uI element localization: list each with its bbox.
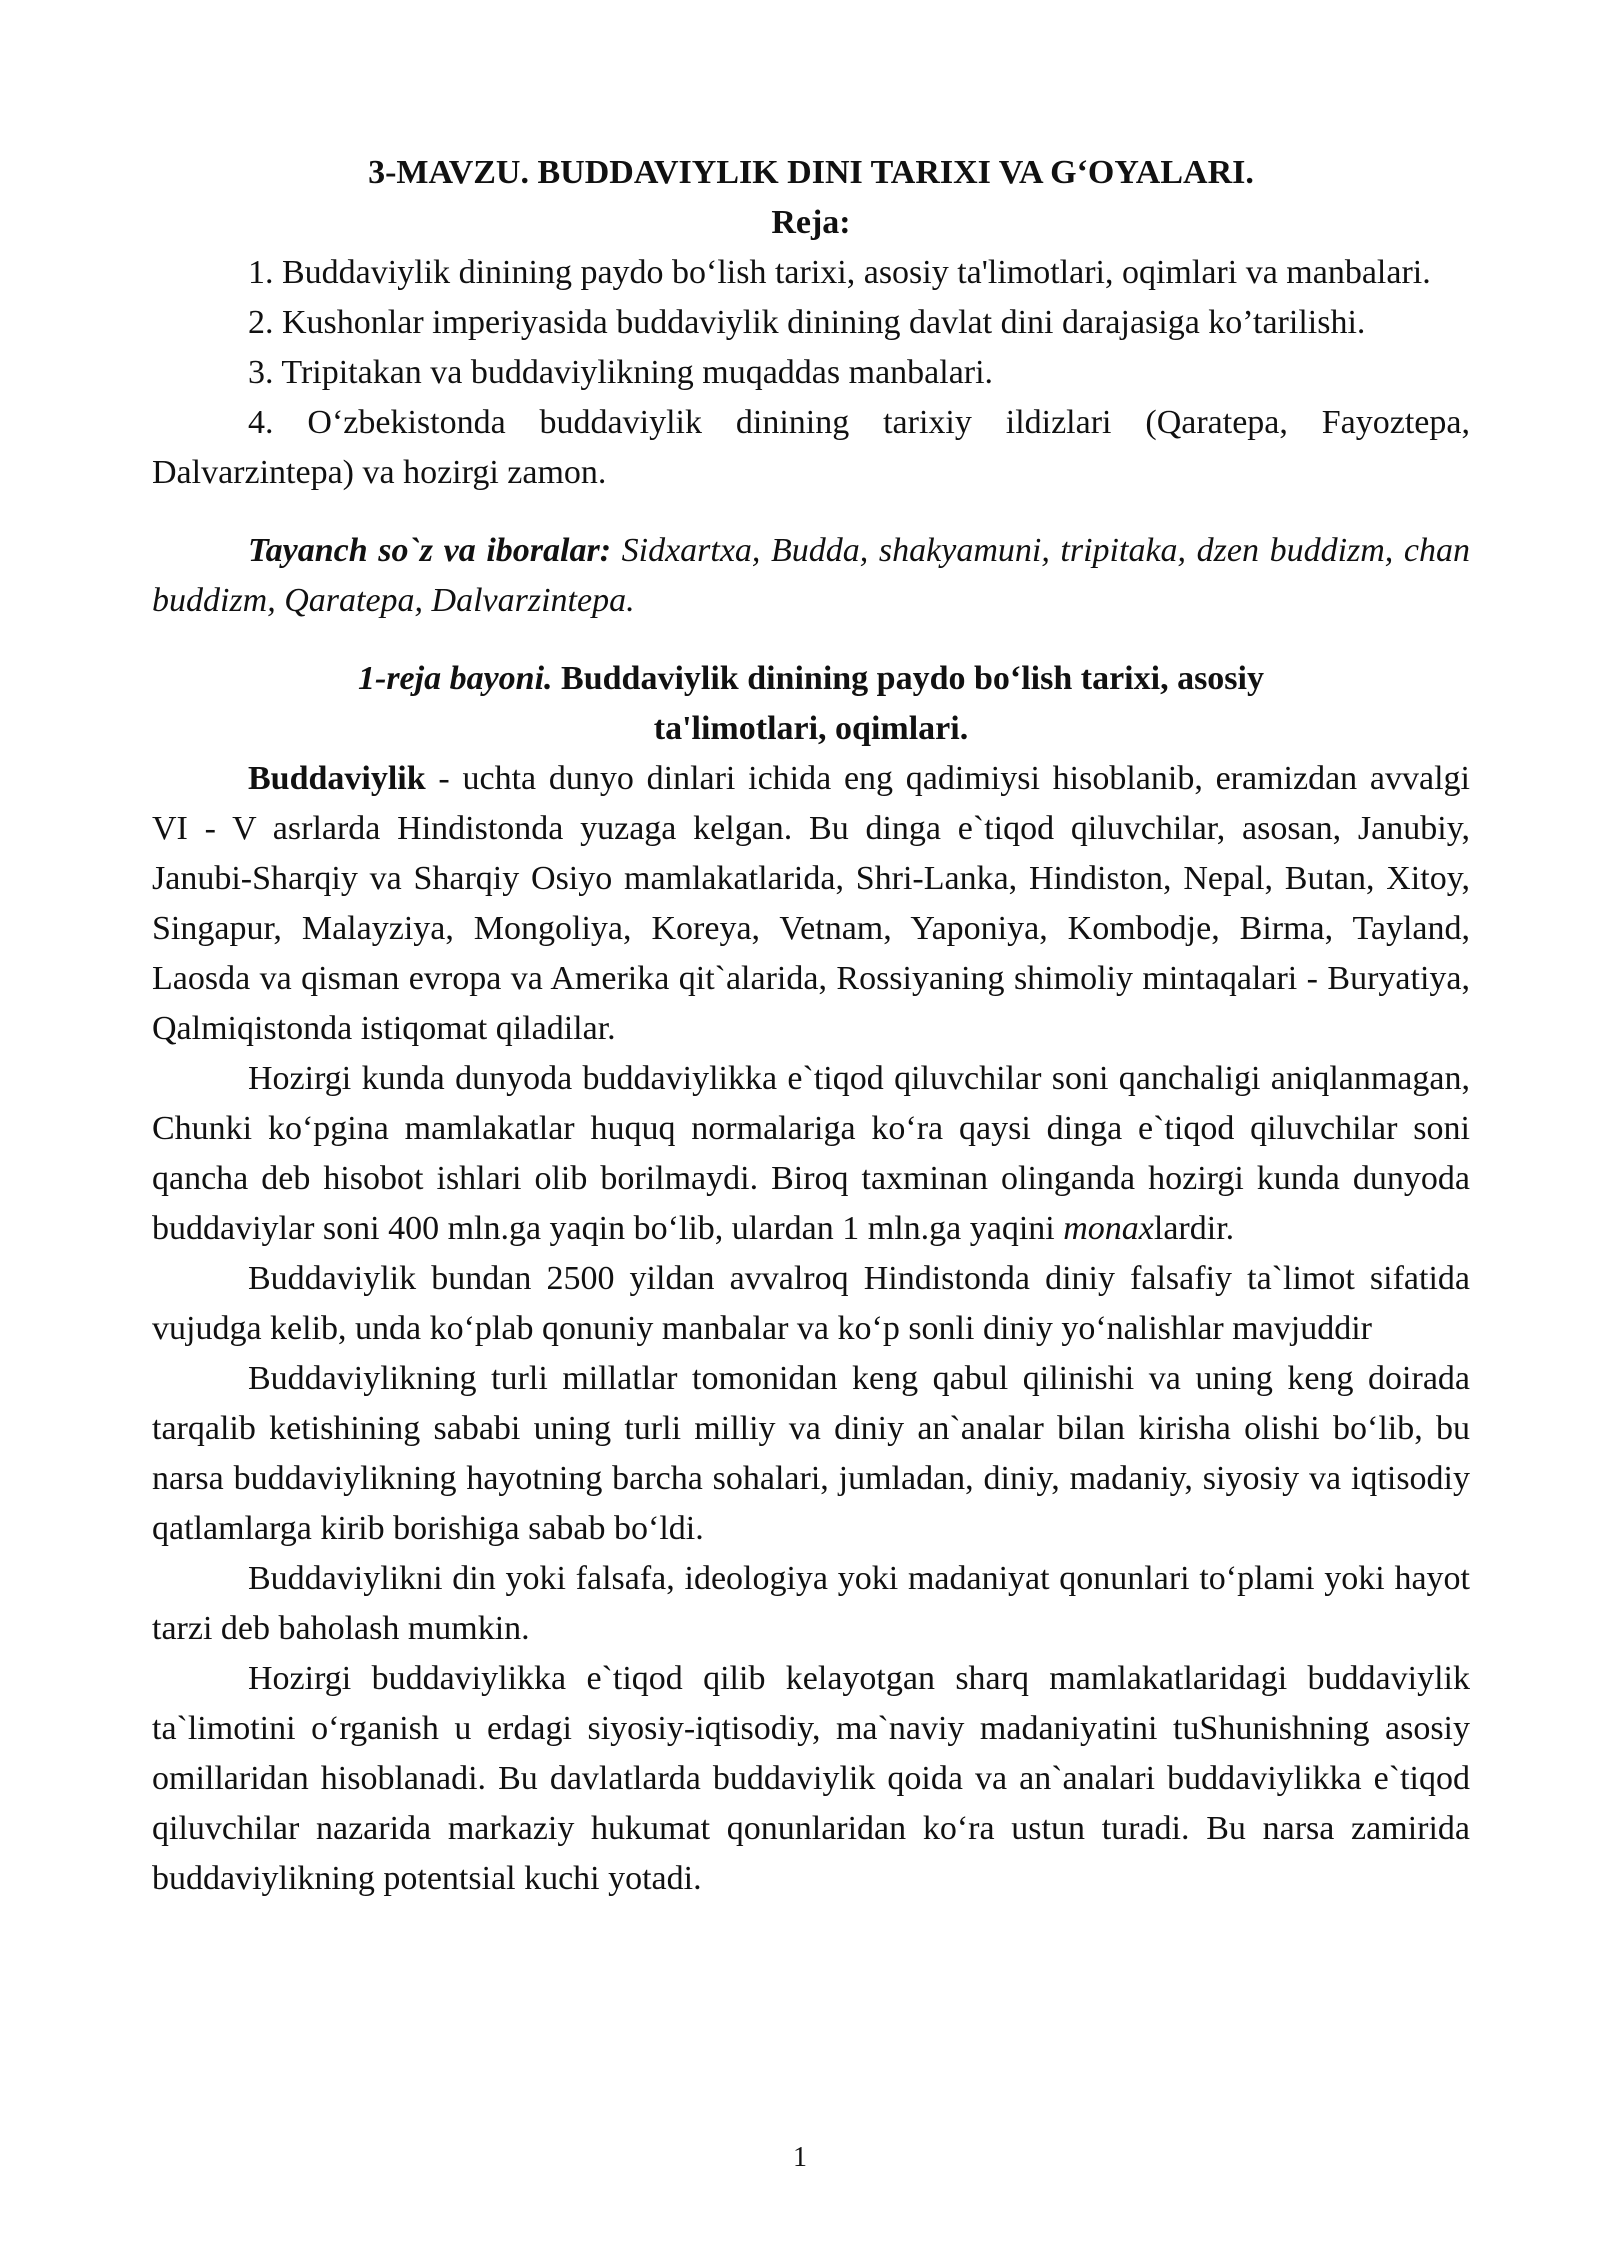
paragraph-2-tail: lardir.: [1153, 1210, 1235, 1247]
paragraph-1-term: Buddaviylik: [248, 760, 426, 797]
paragraph-1: [152, 754, 1470, 1054]
keywords-label: Tayanch so`z va iboralar:: [248, 532, 612, 569]
paragraph-2-text: Hozirgi kunda dunyoda buddaviylikka e`tiqod qiluvchilar soni qanchaligi aniqlanmagan, Chunki ko‘pgina mamlakatlar huquq normalariga ko‘ra qaysi dinga e`tiqod qiluvchilar soni qancha deb hisobot ishlari olib borilmaydi. Biroq taxminan olinganda hozirgi kunda dunyoda buddaviylar soni 400 mln.ga yaqin bo‘lib, ulardan 1 mln.ga yaqini: [152, 1060, 1470, 1247]
section-title-line2: ta'limotlari, oqimlari.: [653, 710, 969, 747]
plan-item-3: 3. Tripitakan va buddaviylikning muqaddas manbalari.: [248, 354, 994, 391]
paragraph-5: Buddaviylikni din yoki falsafa, ideologiya yoki madaniyat qonunlari to‘plami yoki hayot tarzi deb baholash mumkin.: [152, 1560, 1470, 1647]
paragraph-6: Hozirgi buddaviylikka e`tiqod qilib kelayotgan sharq mamlakatlaridagi buddaviylik ta`limotini o‘rganish u erdagi siyosiy-iqtisodiy, ma`naviy madaniyatini tuShunishning asosiy omillaridan hisoblanadi. Bu davlatlarda buddaviylik qoida va an`analari buddaviylikka e`tiqod qiluvchilar nazarida markaziy hukumat qonunlaridan ko‘ra ustun turadi. Bu narsa zamirida buddaviylikning potentsial kuchi yotadi.: [152, 1660, 1470, 1897]
paragraph-2: [152, 1054, 1470, 1254]
keywords-paragraph: [152, 526, 1470, 626]
plan-item-1: 1. Buddaviylik dinining paydo bo‘lish tarixi, asosiy ta'limotlari, oqimlari va manbalari.: [248, 254, 1431, 291]
plan-item-2: 2. Kushonlar imperiyasida buddaviylik dinining davlat dini darajasiga ko’tarilishi.: [248, 304, 1366, 341]
paragraph-1-text: - uchta dunyo dinlari ichida eng qadimiysi hisoblanib, eramizdan avvalgi VI - V asrlarda Hindistonda yuzaga kelgan. Bu dinga e`tiqod qiluvchilar, asosan, Janubiy, Janubi-Sharqiy va Sharqiy Osiyo mamlakatlarida, Shri-Lanka, Hindiston, Nepal, Butan, Xitoy, Singapur, Malayziya, Mongoliya, Koreya, Vetnam, Yaponiya, Kombodje, Birma, Tayland, Laosda va qisman evropa va Amerika qit`alarida, Rossiyaning shimoliy mintaqalari - Buryatiya, Qalmiqistonda istiqomat qiladilar.: [152, 760, 1470, 1047]
section-label: 1-reja bayoni.: [358, 660, 553, 697]
section-heading: [152, 654, 1470, 754]
page-number: 1: [793, 2142, 807, 2173]
plan-item-4: 4. O‘zbekistonda buddaviylik dinining tarixiy ildizlari (Qaratepa, Fayoztepa, Dalvarzintepa) va hozirgi zamon.: [152, 404, 1470, 491]
paragraph-3: Buddaviylik bundan 2500 yildan avvalroq Hindistonda diniy falsafiy ta`limot sifatida vujudga kelib, unda ko‘plab qonuniy manbalar va ko‘p sonli diniy yo‘nalishlar mavjuddir: [152, 1260, 1470, 1347]
plan-heading: Reja:: [771, 204, 851, 241]
paragraph-2-italic: monax: [1063, 1210, 1154, 1247]
section-title-line1: Buddaviylik dinining paydo bo‘lish tarixi, asosiy: [561, 660, 1264, 697]
document-title: 3-MAVZU. BUDDAVIYLIK DINI TARIXI VA G‘OYALARI.: [368, 154, 1254, 191]
keywords-text: Sidxartxa, Budda, shakyamuni, tripitaka, dzen buddizm, chan buddizm, Qaratepa, Dalvarzintepa.: [152, 532, 1470, 619]
paragraph-4: Buddaviylikning turli millatlar tomonidan keng qabul qilinishi va uning keng doirada tarqalib ketishining sababi uning turli milliy va diniy an`analar bilan kirisha olishi bo‘lib, bu narsa buddaviylikning hayotning barcha sohalari, jumladan, diniy, madaniy, siyosiy va iqtisodiy qatlamlarga kirib borishiga sabab bo‘ldi.: [152, 1360, 1470, 1547]
